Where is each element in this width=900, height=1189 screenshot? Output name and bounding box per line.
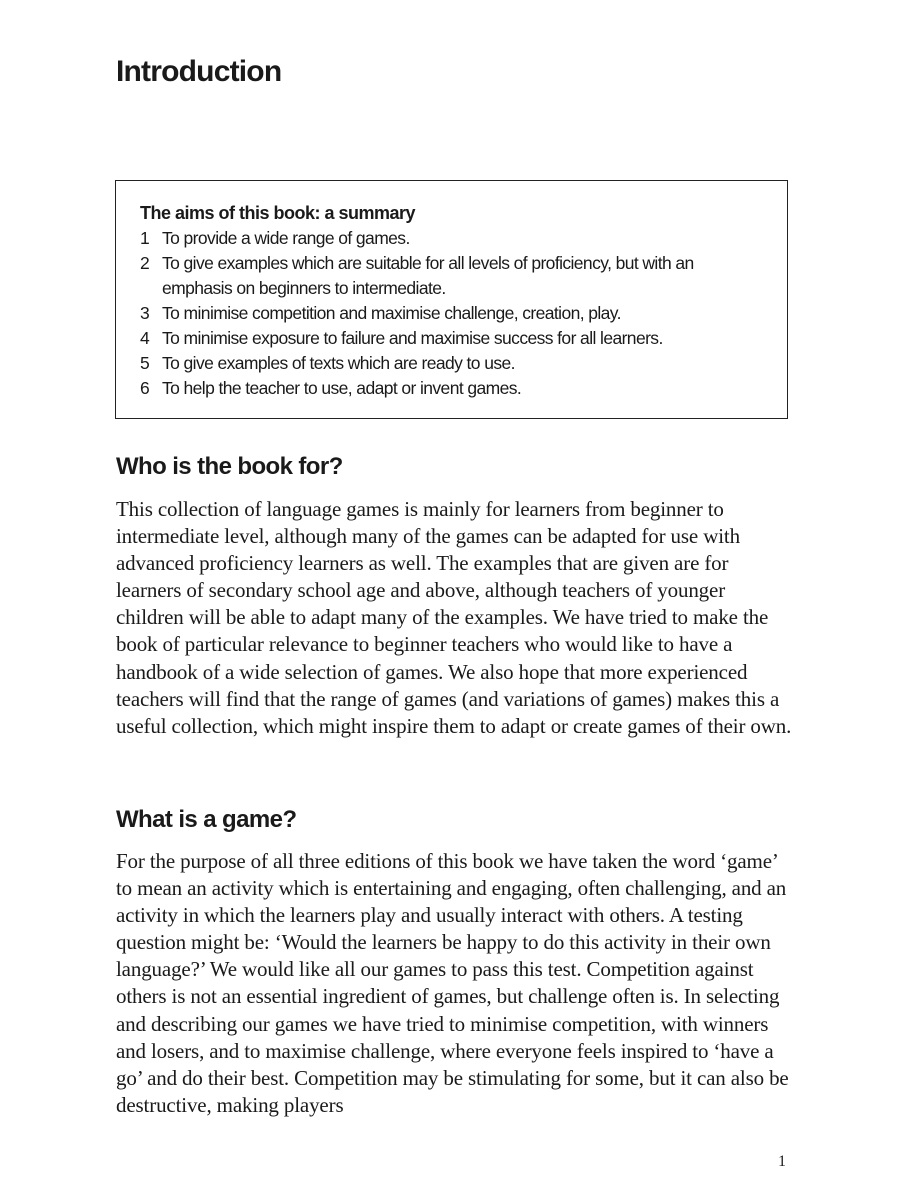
- page-number: 1: [778, 1153, 786, 1170]
- aim-item: [140, 226, 763, 251]
- aim-number: 6: [140, 378, 150, 398]
- aim-number: 2: [140, 253, 150, 273]
- section-body-what-is-game: For the purpose of all three editions of this book we have taken the word ‘game’ to mean an activity which is entertaining and engaging, often challenging, and an activity in which the learners play and usually interact with others. A testing question might be: ‘Would the learners be happy to do this activity in their own language?’ We would like all our games to pass this test. Competition against others is not an essential ingredient of games, but challenge often is. In selecting and describing our games we have tried to minimise competition, with winners and losers, and to maximise challenge, where everyone feels inspired to ‘have a go’ and do their best. Competition may be stimulating for some, but it can also be destructive, making players: [116, 849, 789, 1117]
- aim-item: [140, 376, 763, 401]
- section-heading-who-for: Who is the book for?: [116, 453, 343, 480]
- aim-number: 1: [140, 228, 150, 248]
- aim-item: [140, 301, 763, 326]
- aim-number: 3: [140, 303, 150, 323]
- summary-heading: The aims of this book: a summary: [140, 203, 416, 223]
- aims-list: [140, 226, 763, 401]
- aim-item: [140, 351, 763, 376]
- aim-number: 4: [140, 328, 150, 348]
- summary-box: [115, 180, 788, 419]
- aim-text: To give examples of texts which are ready to use.: [162, 353, 515, 373]
- section-body-who-for: This collection of language games is mainly for learners from beginner to intermediate level, although many of the games can be adapted for use with advanced proficiency learners as well. The examples that are given are for learners of secondary school age and above, although teachers of younger children will be able to adapt many of the examples. We have tried to make the book of particular relevance to beginner teachers who would like to have a handbook of a wide selection of games. We also hope that more experienced teachers will find that the range of games (and variations of games) makes this a useful collection, which might inspire them to adapt or create games of their own.: [116, 497, 792, 738]
- aim-item: [140, 326, 763, 351]
- page-title: Introduction: [116, 55, 282, 88]
- aim-number: 5: [140, 353, 150, 373]
- aim-text: To minimise exposure to failure and maximise success for all learners.: [162, 328, 663, 348]
- aim-text: To provide a wide range of games.: [162, 228, 410, 248]
- section-heading-what-is-game: What is a game?: [116, 806, 297, 833]
- aim-item: [140, 251, 763, 301]
- aim-text: To minimise competition and maximise challenge, creation, play.: [162, 303, 621, 323]
- aim-text: To give examples which are suitable for all levels of proficiency, but with an emphasis on beginners to intermediate.: [162, 253, 694, 298]
- aim-text: To help the teacher to use, adapt or invent games.: [162, 378, 522, 398]
